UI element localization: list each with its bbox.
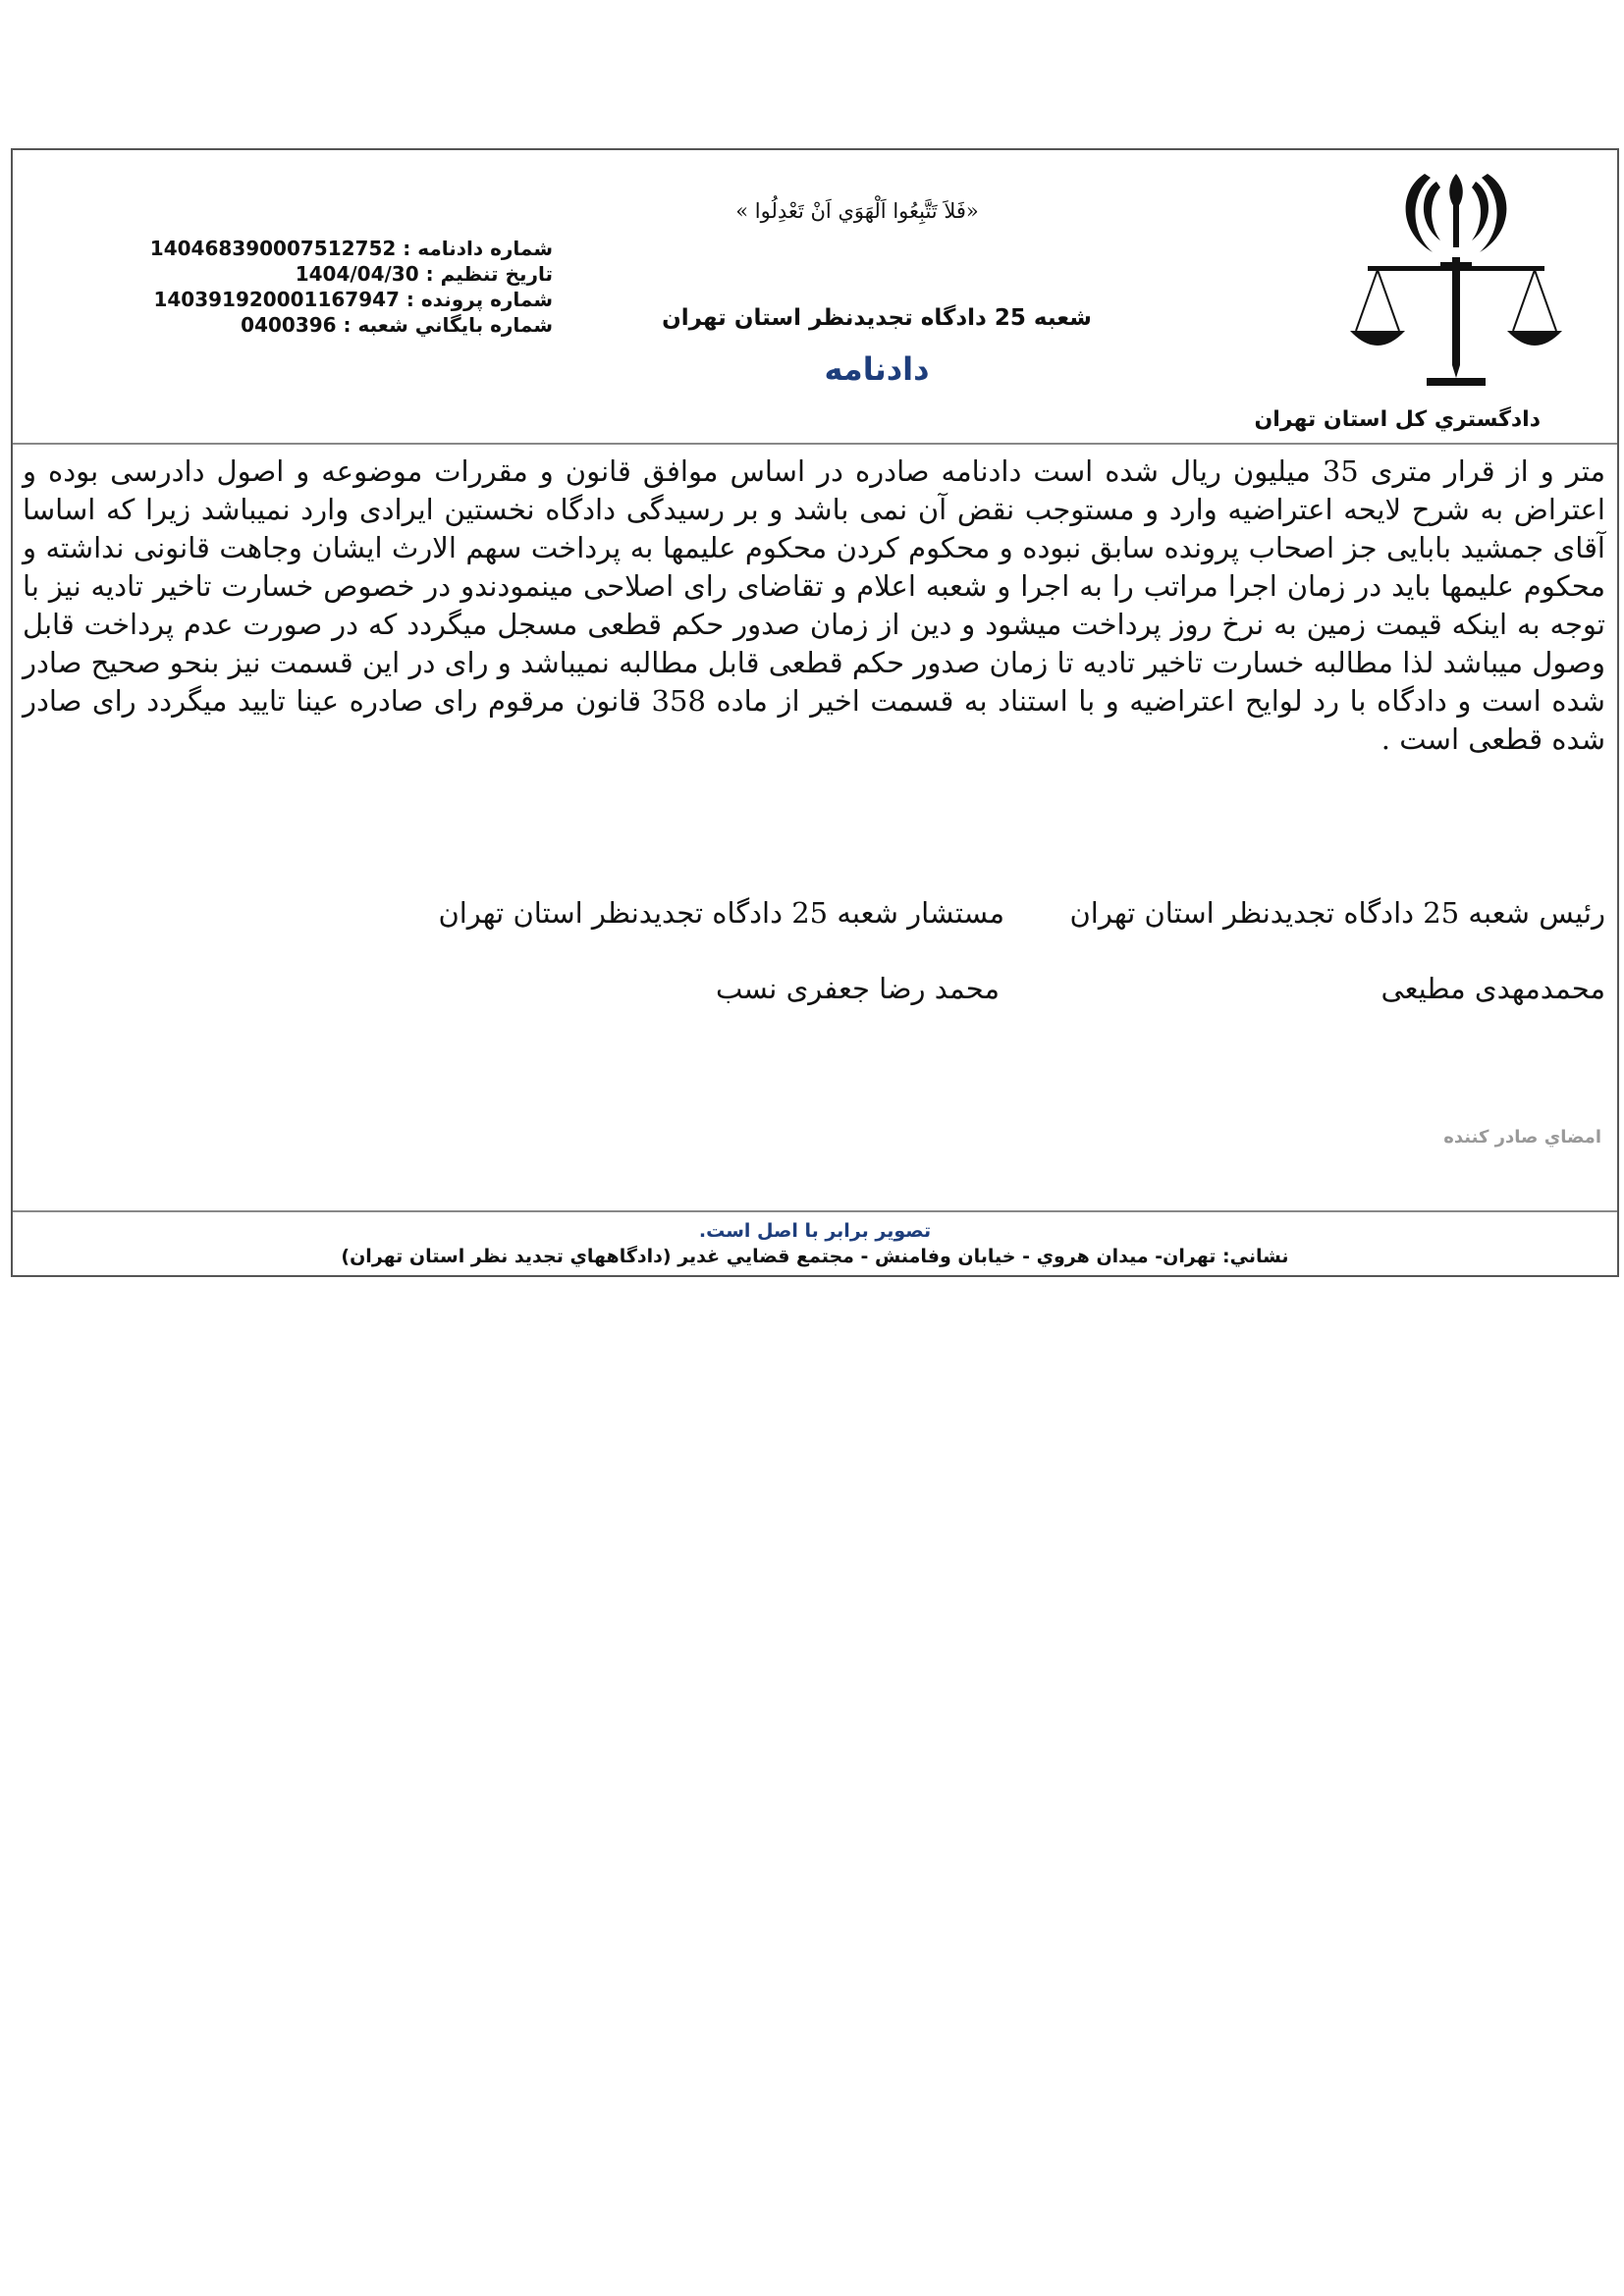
presiding-judge-title: رئیس شعبه 25 دادگاه تجدیدنظر استان تهران — [1069, 896, 1605, 930]
archive-number: شماره بايگاني شعبه : 0400396 — [241, 313, 553, 337]
signature-titles — [329, 896, 1605, 930]
document-header — [13, 150, 1617, 445]
judiciary-emblem-icon — [1338, 164, 1574, 400]
court-address: نشاني: تهران- ميدان هروي - خيابان وفامنش - مجتمع قضايي غدير (دادگاههاي تجديد نظر استان تهران) — [341, 1246, 1289, 1267]
court-branch: شعبه 25 دادگاه تجديدنظر استان تهران — [662, 305, 1092, 331]
certified-copy-note: تصوير برابر با اصل است. — [698, 1220, 932, 1242]
verdict-document — [11, 148, 1619, 1277]
issue-date: تاريخ تنظيم : 1404/04/30 — [295, 262, 553, 286]
issuer-signature-label: امضاي صادر كننده — [1443, 1127, 1601, 1148]
presiding-judge-name: محمدمهدی مطیعی — [1380, 972, 1605, 1005]
document-footer — [13, 1210, 1617, 1275]
verdict-text: متر و از قرار متری 35 میلیون ریال شده است دادنامه صادره در اساس موافق قانون و مقررات موضوعه و اصول دادرسی بوده و اعتراض به شرح لایحه اعتراضیه وارد و مستوجب نقض آن نمی باشد و بر رسیدگی دادگاه نخستین ایرادی وارد نمیباشد زیرا که اساسا آقای جمشید بابایی جز اصحاب پرونده سابق نبوده و محکوم کردن محکوم علیمها به پرداخت سهم الارث ایشان وجاهت قانونی نداشته و محکوم علیمها باید در زمان اجرا مراتب را به اجرا و شعبه اعلام و تقاضای رای اصلاحی مینمودندو در خصوص خسارت تاخیر تادیه نیز با توجه به اینکه قیمت زمین به نرخ روز پرداخت میشود و دین از زمان صدور حکم قطعی مسجل میگردد که در صورت عدم پرداخت قابل وصول میباشد لذا مطالبه خسارت تاخیر تادیه تا زمان صدور حکم قطعی قابل مطالبه نمیباشد و رای در این قسمت نیز بنحو صحیح صادر شده است و دادگاه با رد لوایح اعتراضیه و با استناد به قسمت اخیر از ماده 358 قانون مرقوم رای صادره عینا تایید میگردد رای صادر شده قطعی است . — [23, 454, 1605, 756]
case-number: شماره پرونده : 140391920001167947 — [153, 288, 553, 311]
counselor-name: محمد رضا جعفری نسب — [715, 972, 1001, 1005]
quran-verse: «فَلاَ تَتَّبِعُوا اَلْهَوَي اَنْ تَعْدِلُوا » — [735, 199, 979, 223]
document-metadata — [140, 237, 553, 339]
counselor-title: مستشار شعبه 25 دادگاه تجدیدنظر استان تهران — [438, 896, 1005, 930]
document-title: دادنامه — [824, 350, 930, 388]
verdict-number: شماره دادنامه : 140468390007512752 — [149, 237, 553, 260]
emblem-caption: دادگستري كل استان تهران — [1254, 407, 1541, 432]
signature-names — [329, 972, 1605, 1005]
